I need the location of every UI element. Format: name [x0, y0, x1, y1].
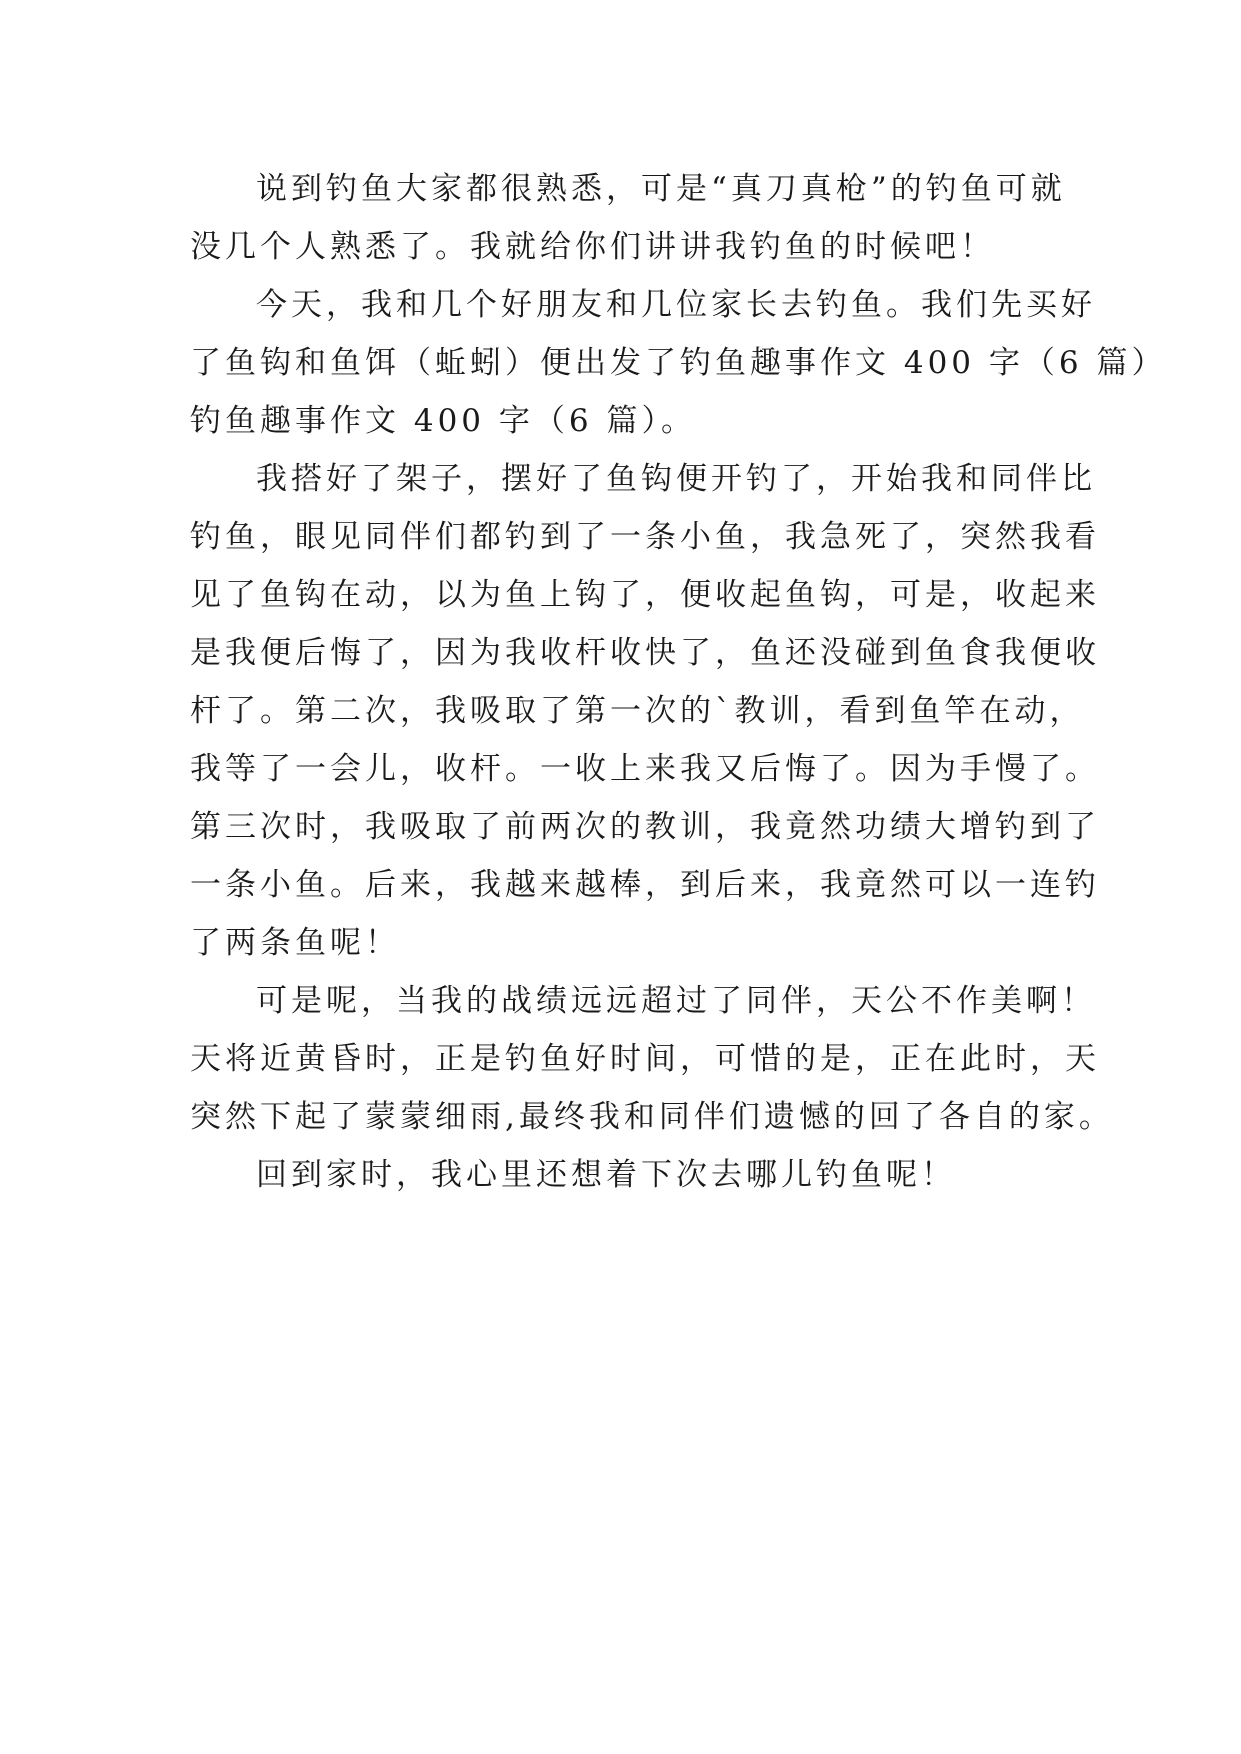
- paragraph-1-line-1: 说到钓鱼大家都很熟悉，可是“真刀真枪”的钓鱼可就: [256, 171, 1066, 207]
- paragraph-3-line-1: 我搭好了架子，摆好了鱼钩便开钓了，开始我和同伴比: [256, 461, 1096, 497]
- paragraph-3-line-8: 一条小鱼。后来，我越来越棒，到后来，我竟然可以一连钓: [190, 867, 1100, 903]
- paragraph-2-line-1: 今天，我和几个好朋友和几位家长去钓鱼。我们先买好: [256, 287, 1096, 323]
- essay-body: [190, 160, 1167, 1204]
- paragraph-3-line-9: 了两条鱼呢！: [190, 925, 400, 961]
- paragraph-4-line-3: 突然下起了蒙蒙细雨,最终我和同伴们遗憾的回了各自的家。: [190, 1099, 1114, 1135]
- paragraph-3-line-4: 是我便后悔了，因为我收杆收快了，鱼还没碰到鱼食我便收: [190, 635, 1100, 671]
- paragraph-3-line-2: 钓鱼，眼见同伴们都钓到了一条小鱼，我急死了，突然我看: [190, 519, 1100, 555]
- paragraph-4-line-1: 可是呢，当我的战绩远远超过了同伴，天公不作美啊！: [256, 983, 1096, 1019]
- paragraph-3-line-3: 见了鱼钩在动，以为鱼上钩了，便收起鱼钩，可是，收起来: [190, 577, 1100, 613]
- paragraph-1-line-2: 没几个人熟悉了。我就给你们讲讲我钓鱼的时候吧！: [190, 229, 995, 265]
- paragraph-5-line-1: 回到家时，我心里还想着下次去哪儿钓鱼呢！: [256, 1157, 956, 1193]
- paragraph-3-line-6: 我等了一会儿，收杆。一收上来我又后悔了。因为手慢了。: [190, 751, 1100, 787]
- paragraph-2-line-2: 了鱼钩和鱼饵（蚯蚓）便出发了钓鱼趣事作文 400 字（6 篇）: [190, 345, 1167, 381]
- paragraph-4-line-2: 天将近黄昏时，正是钓鱼好时间，可惜的是，正在此时，天: [190, 1041, 1100, 1077]
- paragraph-3-line-7: 第三次时，我吸取了前两次的教训，我竟然功绩大增钓到了: [190, 809, 1100, 845]
- paragraph-3-line-5: 杆了。第二次，我吸取了第一次的`教训，看到鱼竿在动，: [190, 693, 1085, 729]
- paragraph-2-line-3: 钓鱼趣事作文 400 字（6 篇）。: [190, 403, 696, 439]
